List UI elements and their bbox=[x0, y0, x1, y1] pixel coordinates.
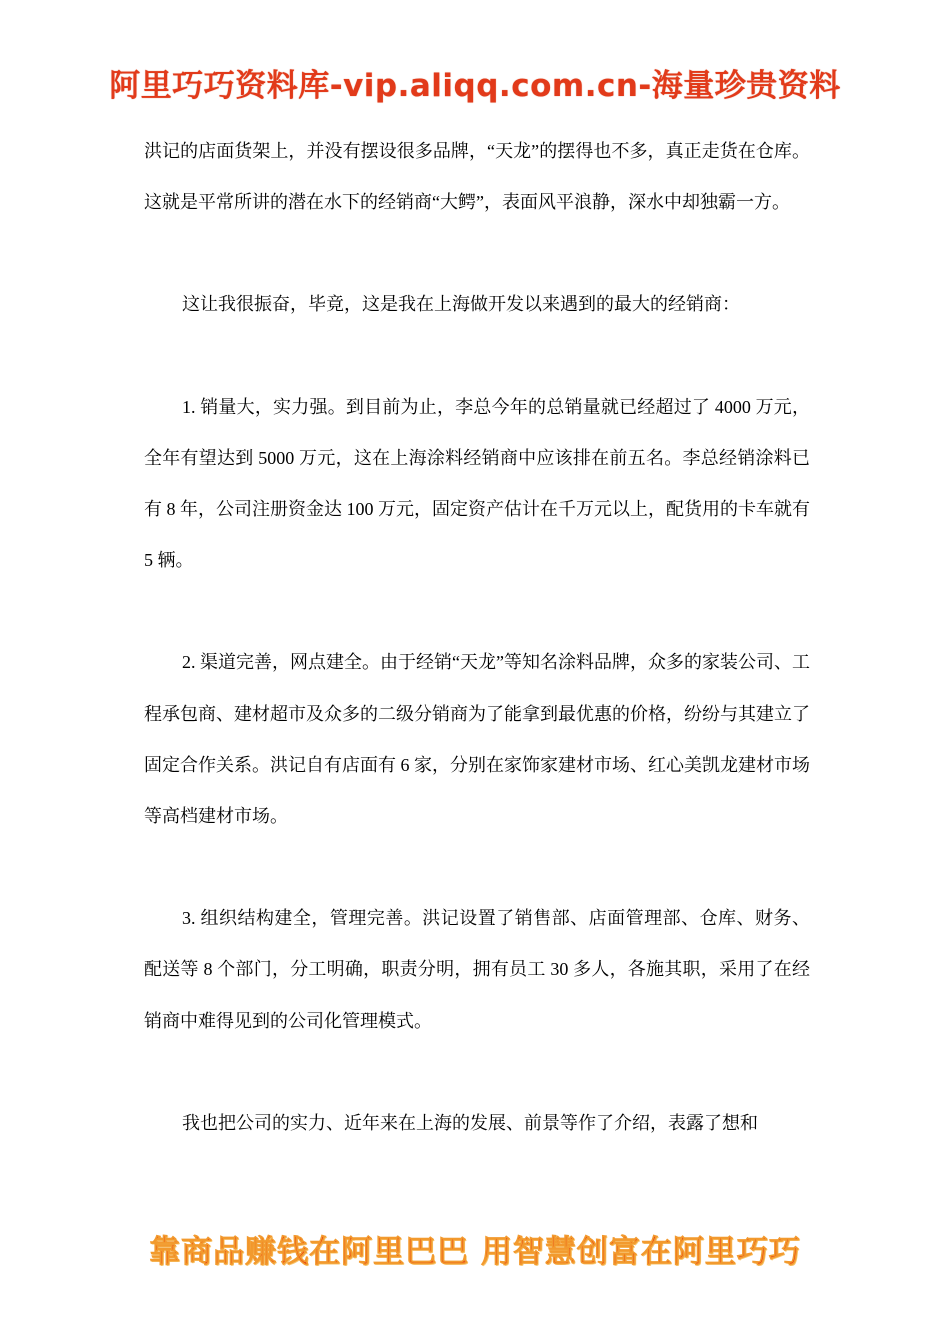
paragraph-spacer bbox=[144, 228, 810, 279]
document-body bbox=[144, 126, 810, 1149]
paragraph-1: 洪记的店面货架上，并没有摆设很多品牌，“天龙”的摆得也不多，真正走货在仓库。这就是平常所讲的潜在水下的经销商“大鳄”，表面风平浪静，深水中却独霸一方。 bbox=[144, 141, 810, 213]
paragraph-3: 1. 销量大，实力强。到目前为止，李总今年的总销量就已经超过了 4000 万元，全年有望达到 5000 万元，这在上海涂料经销商中应该排在前五名。李总经销涂料已有 8 年，公司注册资金达 100 万元，固定资产估计在千万元以上，配货用的卡车就有 5 辆。 bbox=[144, 396, 810, 571]
paragraph-spacer bbox=[144, 1047, 810, 1098]
header-watermark-banner: 阿里巧巧资料库-vip.aliqq.com.cn-海量珍贵资料 bbox=[109, 68, 841, 104]
paragraph-5: 3. 组织结构建全，管理完善。洪记设置了销售部、店面管理部、仓库、财务、配送等 8 个部门，分工明确，职责分明，拥有员工 30 多人，各施其职，采用了在经销商中难得见到的公司化管理模式。 bbox=[144, 908, 810, 1031]
paragraph-2: 这让我很振奋，毕竟，这是我在上海做开发以来遇到的最大的经销商： bbox=[182, 294, 740, 315]
paragraph-spacer bbox=[144, 331, 810, 382]
paragraph-4: 2. 渠道完善，网点建全。由于经销“天龙”等知名涂料品牌，众多的家装公司、工程承包商、建材超市及众多的二级分销商为了能拿到最优惠的价格，纷纷与其建立了固定合作关系。洪记自有店面有 6 家，分别在家饰家建材市场、红心美凯龙建材市场等高档建材市场。 bbox=[144, 652, 810, 827]
paragraph-6: 我也把公司的实力、近年来在上海的发展、前景等作了介绍，表露了想和 bbox=[182, 1112, 758, 1133]
footer-watermark-banner: 靠商品赚钱在阿里巴巴 用智慧创富在阿里巧巧 bbox=[149, 1234, 801, 1270]
paragraph-spacer bbox=[144, 586, 810, 637]
paragraph-spacer bbox=[144, 842, 810, 893]
